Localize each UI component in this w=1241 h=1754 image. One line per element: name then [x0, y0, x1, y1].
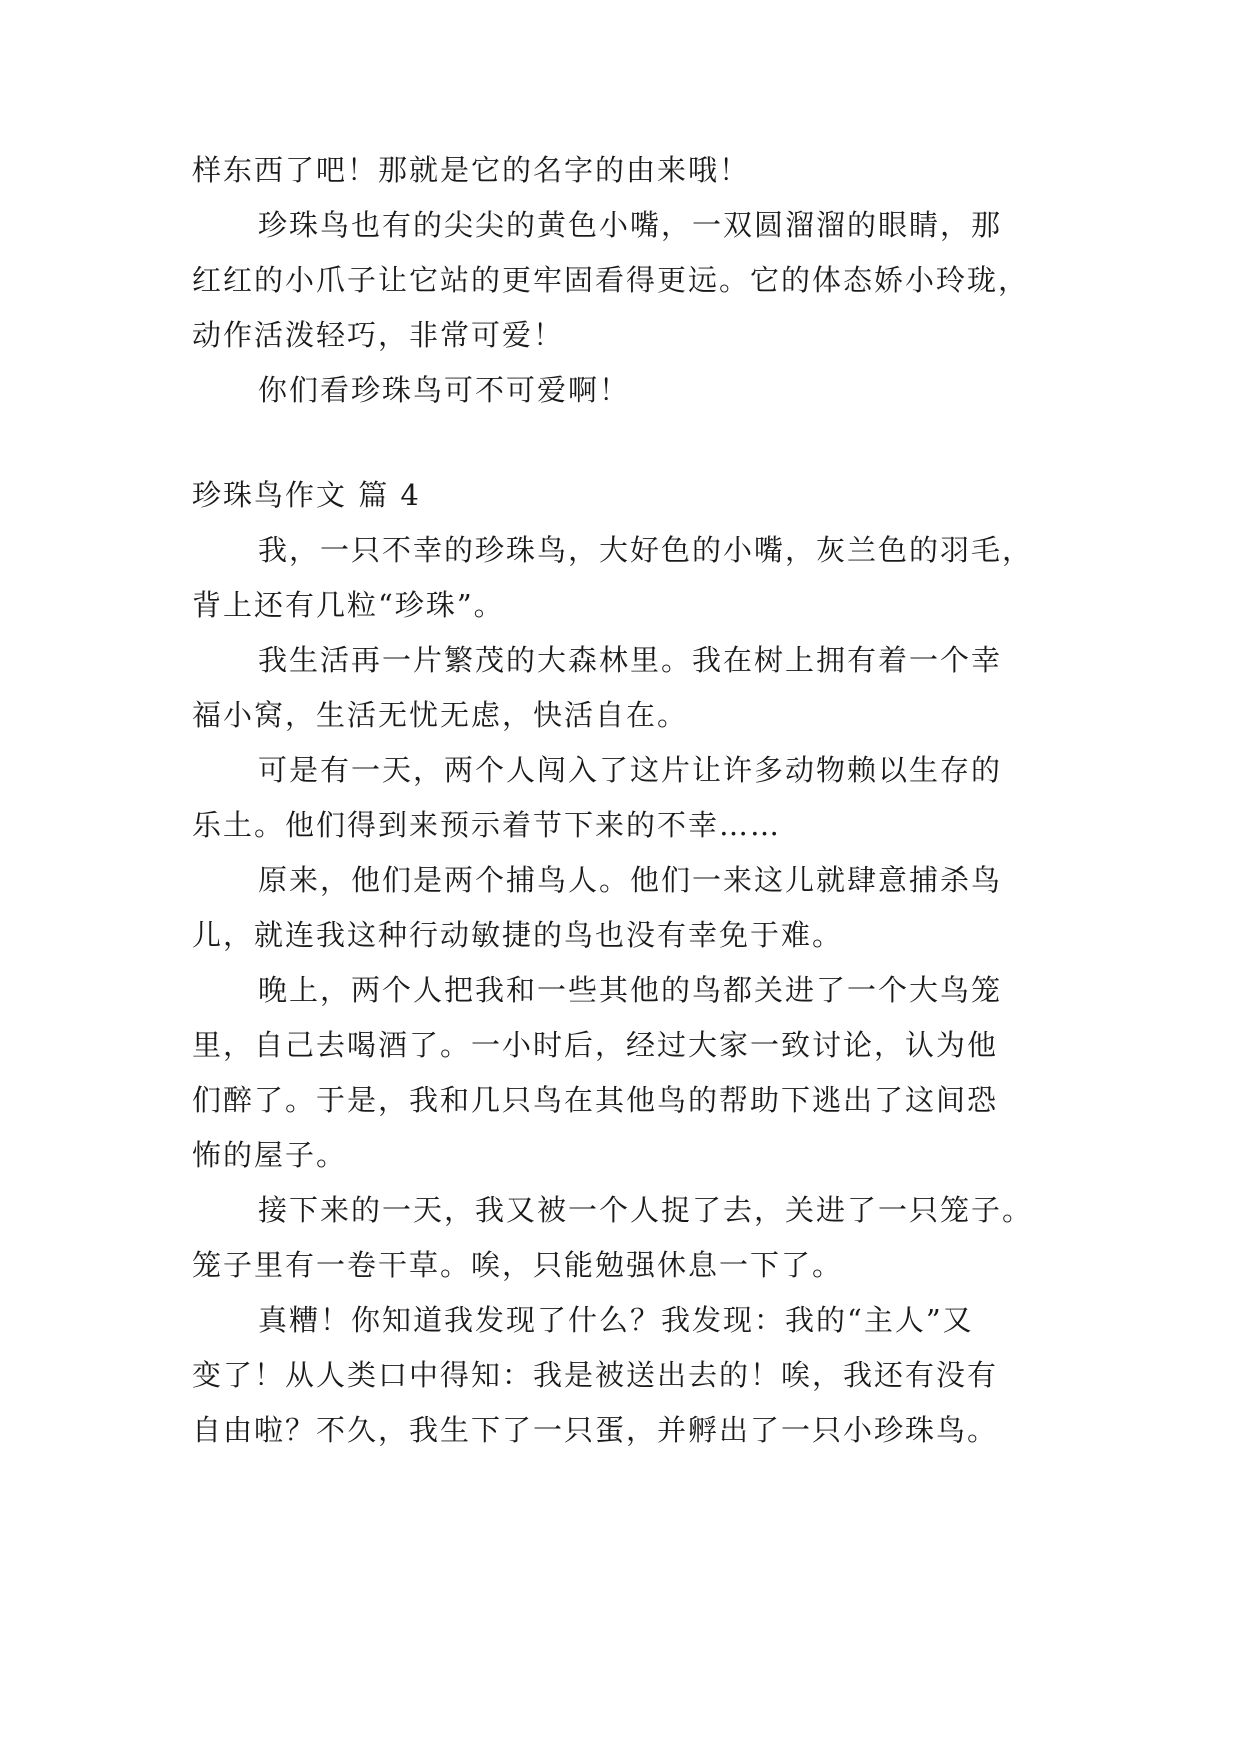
section-heading: 珍珠鸟作文 篇 4	[192, 478, 421, 512]
text-line: 原来，他们是两个捕鸟人。他们一来这儿就肆意捕杀鸟	[258, 863, 1003, 897]
text-line: 你们看珍珠鸟可不可爱啊！	[258, 373, 631, 407]
text-line: 怖的屋子。	[192, 1138, 348, 1172]
text-line: 晚上，两个人把我和一些其他的鸟都关进了一个大鸟笼	[258, 973, 1003, 1007]
text-line: 我，一只不幸的珍珠鸟，大好色的小嘴，灰兰色的羽毛，	[258, 533, 1034, 567]
text-line: 福小窝，生活无忧无虑，快活自在。	[192, 698, 689, 732]
text-line: 变了！从人类口中得知：我是被送出去的！唉，我还有没有	[192, 1358, 999, 1392]
text-line: 样东西了吧！那就是它的名字的由来哦！	[192, 153, 751, 187]
text-line: 珍珠鸟也有的尖尖的黄色小嘴，一双圆溜溜的眼睛，那	[258, 208, 1003, 242]
text-line: 真糟！你知道我发现了什么？我发现：我的“主人”又	[258, 1303, 974, 1337]
text-line: 可是有一天，两个人闯入了这片让许多动物赖以生存的	[258, 753, 1003, 787]
text-line: 背上还有几粒“珍珠”。	[192, 588, 505, 622]
text-line: 自由啦？不久，我生下了一只蛋，并孵出了一只小珍珠鸟。	[192, 1413, 999, 1447]
text-line: 我生活再一片繁茂的大森林里。我在树上拥有着一个幸	[258, 643, 1003, 677]
text-line: 笼子里有一卷干草。唉，只能勉强休息一下了。	[192, 1248, 844, 1282]
text-line: 接下来的一天，我又被一个人捉了去，关进了一只笼子。	[258, 1193, 1034, 1227]
text-line: 们醉了。于是，我和几只鸟在其他鸟的帮助下逃出了这间恐	[192, 1083, 999, 1117]
text-line: 动作活泼轻巧，非常可爱！	[192, 318, 565, 352]
text-line: 里，自己去喝酒了。一小时后，经过大家一致讨论，认为他	[192, 1028, 999, 1062]
text-line: 红红的小爪子让它站的更牢固看得更远。它的体态娇小玲珑，	[192, 263, 1030, 297]
text-line: 儿，就连我这种行动敏捷的鸟也没有幸免于难。	[192, 918, 844, 952]
text-line: 乐土。他们得到来预示着节下来的不幸……	[192, 808, 782, 842]
